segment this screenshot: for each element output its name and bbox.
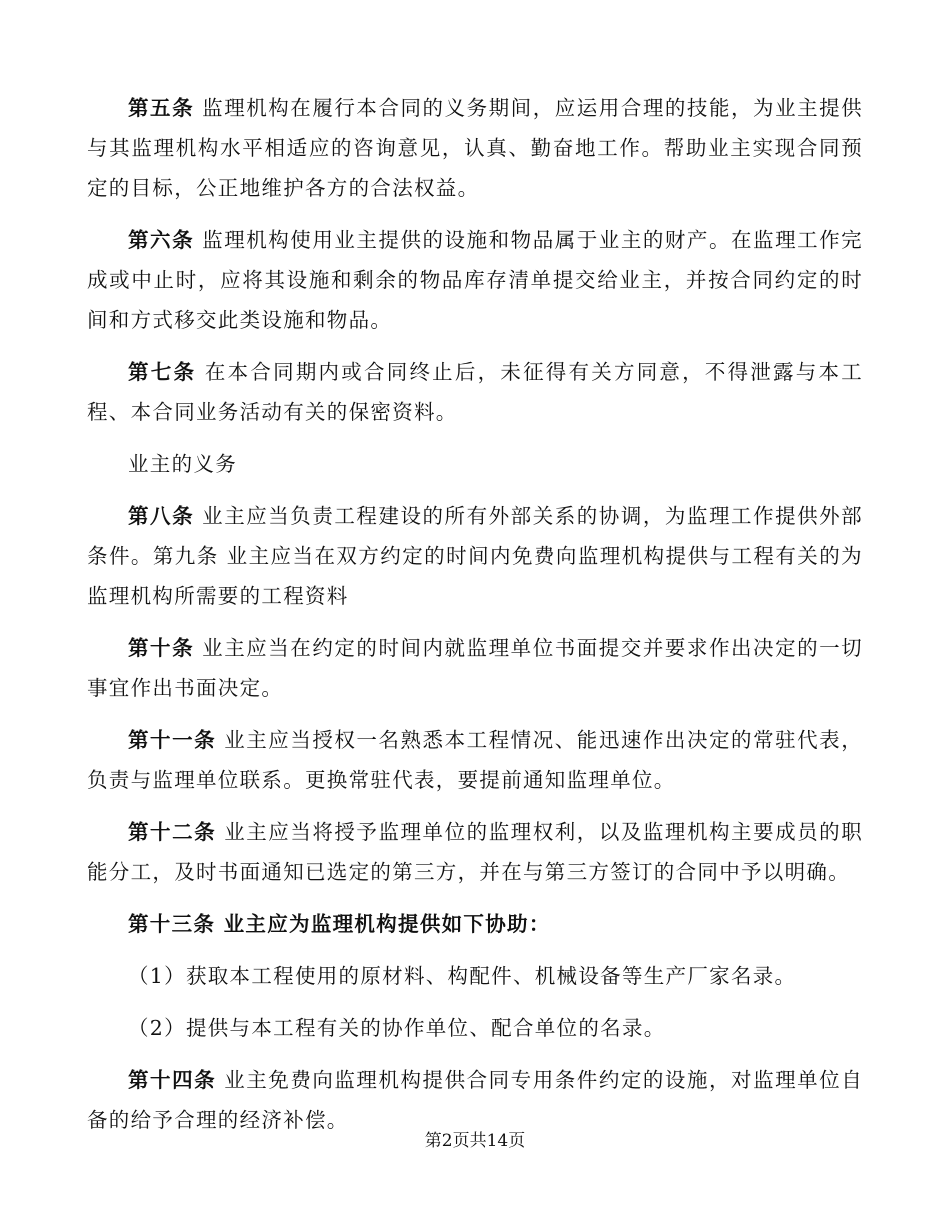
article-text: 业主免费向监理机构提供合同专用条件约定的设施，对监理单位自备的给予合理的经济补偿。	[87, 1068, 864, 1132]
article-10	[87, 628, 863, 708]
article-label: 第六条	[128, 228, 195, 252]
article-label: 第八条	[128, 504, 195, 528]
document-body	[87, 88, 863, 1152]
page-number: 第2页共14页	[424, 1131, 526, 1151]
article-11	[87, 720, 863, 800]
article-text: 监理机构在履行本合同的义务期间，应运用合理的技能，为业主提供与其监理机构水平相适应的咨询意见，认真、勤奋地工作。帮助业主实现合同预定的目标，公正地维护各方的合法权益。	[87, 96, 863, 200]
article-text: 业主应当在约定的时间内就监理单位书面提交并要求作出决定的一切事宜作出书面决定。	[87, 636, 863, 700]
article-label: 第十二条	[128, 820, 217, 844]
article-label: 第十四条	[128, 1068, 217, 1092]
article-text: 业主应当授权一名熟悉本工程情况、能迅速作出决定的常驻代表，负责与监理单位联系。更换常驻代表，要提前通知监理单位。	[87, 728, 864, 792]
list-item-text: （1）获取本工程使用的原材料、构配件、机械设备等生产厂家名录。	[128, 964, 797, 988]
section-heading-owner-duties	[87, 444, 863, 484]
article-text: 业主应当将授予监理单位的监理权利，以及监理机构主要成员的职能分工，及时书面通知已选定的第三方，并在与第三方签订的合同中予以明确。	[87, 820, 864, 884]
article-label: 第十条	[128, 636, 195, 660]
list-item-1	[87, 956, 863, 996]
article-7	[87, 352, 863, 432]
article-8	[87, 496, 863, 616]
list-item-2	[87, 1008, 863, 1048]
article-label: 第七条	[128, 360, 197, 384]
section-heading-text: 业主的义务	[128, 452, 237, 476]
article-5	[87, 88, 863, 208]
article-label: 第十三条 业主应为监理机构提供如下协助：	[128, 912, 551, 936]
article-text: 在本合同期内或合同终止后，未征得有关方同意，不得泄露与本工程、本合同业务活动有关的保密资料。	[87, 360, 864, 424]
article-13	[87, 904, 863, 944]
article-label: 第五条	[128, 96, 195, 120]
article-label: 第十一条	[128, 728, 217, 752]
article-12	[87, 812, 863, 892]
article-text: 监理机构使用业主提供的设施和物品属于业主的财产。在监理工作完成或中止时，应将其设施和剩余的物品库存清单提交给业主，并按合同约定的时间和方式移交此类设施和物品。	[87, 228, 863, 332]
list-item-text: （2）提供与本工程有关的协作单位、配合单位的名录。	[128, 1016, 666, 1040]
article-text: 业主应当负责工程建设的所有外部关系的协调，为监理工作提供外部条件。第九条 业主应当在双方约定的时间内免费向监理机构提供与工程有关的为监理机构所需要的工程资料	[87, 504, 863, 608]
article-6	[87, 220, 863, 340]
